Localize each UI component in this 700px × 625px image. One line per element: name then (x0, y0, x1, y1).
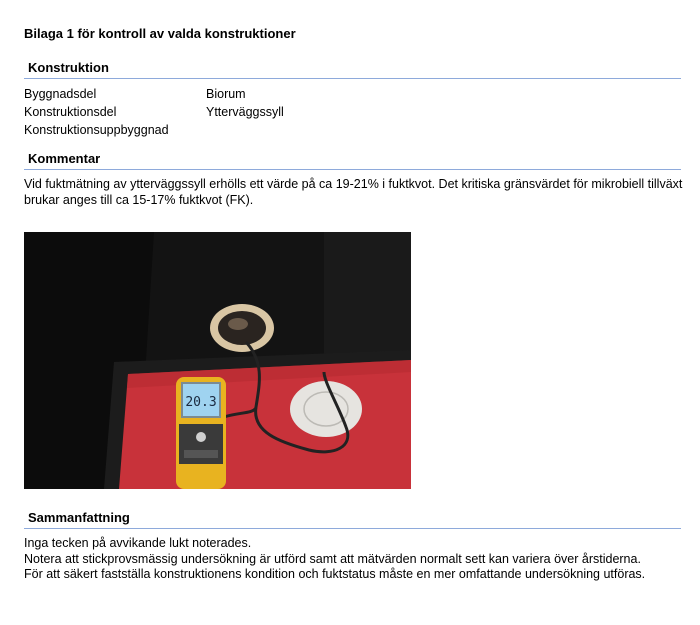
photo-illustration (24, 232, 411, 489)
section-heading-konstruktion: Konstruktion (24, 60, 681, 79)
row-byggnadsdel (24, 86, 246, 102)
field-value: Biorum (206, 87, 246, 101)
measurement-photo (24, 232, 411, 489)
summary-text (24, 536, 684, 583)
row-konstruktionsuppbyggnad (24, 122, 206, 138)
field-label: Konstruktionsuppbyggnad (24, 123, 169, 137)
meter-reading: 20.3 (185, 395, 217, 410)
field-label: Byggnadsdel (24, 87, 97, 101)
summary-line: Notera att stickprovsmässig undersökning är utförd samt att mätvärden normalt sett kan variera över årstiderna. (24, 551, 641, 566)
field-value: Ytterväggssyll (206, 105, 284, 119)
summary-line: För att säkert fastställa konstruktionens kondition och fuktstatus måste en mer omfattande undersökning utföras. (24, 567, 646, 581)
section-heading-kommentar: Kommentar (24, 151, 681, 170)
comment-text: Vid fuktmätning av ytterväggssyll erhölls ett värde på ca 19-21% i fuktkvot. Det kritiska gränsvärdet för mikrobiell tillväxt brukar anges till ca 15-17% fuktkvot (FK). (24, 177, 683, 207)
document-title: Bilaga 1 för kontroll av valda konstruktioner (24, 26, 296, 41)
section-heading-sammanfattning: Sammanfattning (24, 510, 681, 529)
moisture-meter (176, 377, 226, 489)
row-konstruktionsdel (24, 104, 284, 120)
field-label: Konstruktionsdel (24, 105, 117, 119)
summary-line: Inga tecken på avvikande lukt noterades. (24, 536, 252, 550)
